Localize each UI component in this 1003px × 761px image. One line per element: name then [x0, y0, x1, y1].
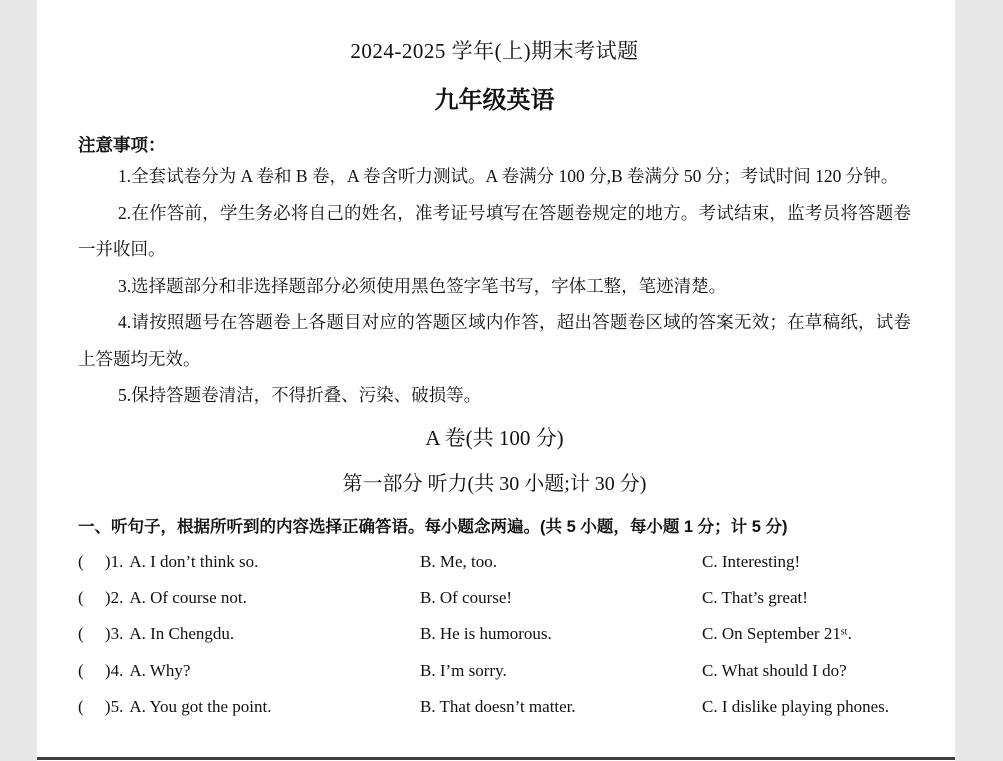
notice-item-1: 1.全套试卷分为 A 卷和 B 卷，A 卷含听力测试。A 卷满分 100 分,B 卷满分 50 分；考试时间 120 分钟。: [118, 166, 899, 186]
part1-listening-heading: 第一部分 听力(共 30 小题;计 30 分): [342, 472, 647, 495]
option-b-text: B. That doesn’t matter.: [420, 697, 576, 717]
option-a: [78, 616, 420, 652]
notice-heading: 注意事项：: [78, 135, 166, 155]
question-number: ( )2.: [78, 587, 124, 607]
option-b-text: B. Me, too.: [420, 551, 497, 571]
listening-question-list: [78, 544, 911, 726]
option-b-text: B. I’m sorry.: [420, 660, 507, 680]
listening-task1-instruction: 一、听句子，根据所听到的内容选择正确答语。每小题念两遍。(共 5 小题，每小题 1 分；计 5 分): [78, 517, 788, 536]
option-a-text: A. Of course not.: [129, 587, 247, 607]
notice-item-2: 2.在作答前，学生务必将自己的姓名，准考证号填写在答题卷规定的地方。考试结束，监考员将答题卷一并收回。: [78, 202, 911, 259]
question-number: ( )5.: [78, 697, 124, 717]
exam-paper-page: [37, 0, 955, 761]
question-row: [78, 616, 911, 652]
option-a: [78, 689, 420, 725]
page-content: [37, 36, 955, 726]
option-a: [78, 580, 420, 616]
option-c-text: C. I dislike playing phones.: [702, 697, 889, 717]
option-c-text: C. On September 21ˢᵗ.: [702, 624, 852, 644]
notice-item-3: 3.选择题部分和非选择题部分必须使用黑色签字笔书写，字体工整，笔迹清楚。: [118, 275, 727, 296]
option-a: [78, 653, 420, 689]
question-row: [78, 689, 911, 725]
option-a: [78, 544, 420, 580]
exam-title: 2024-2025 学年(上)期末考试题: [350, 39, 639, 63]
question-number: ( )4.: [78, 660, 124, 680]
option-a-text: A. I don’t think so.: [129, 551, 259, 571]
question-number: ( )3.: [78, 624, 124, 644]
question-row: [78, 580, 911, 616]
exam-subject-title: 九年级英语: [434, 88, 555, 114]
notice-item-5: 5.保持答题卷清洁，不得折叠、污染、破损等。: [118, 385, 482, 405]
option-b-text: B. He is humorous.: [420, 624, 552, 644]
option-a-text: A. In Chengdu.: [129, 624, 235, 644]
paper-a-heading: A 卷(共 100 分): [425, 425, 564, 450]
page-bottom-edge: [37, 757, 955, 760]
option-b-text: B. Of course!: [420, 587, 513, 607]
option-c-text: C. Interesting!: [702, 551, 801, 571]
option-c-text: C. That’s great!: [702, 587, 808, 607]
notice-item-4: 4.请按照题号在答题卷上各题目对应的答题区域内作答，超出答题卷区域的答案无效；在草稿纸，试卷上答题均无效。: [78, 312, 911, 369]
option-a-text: A. You got the point.: [129, 697, 272, 717]
question-row: [78, 544, 911, 580]
question-number: ( )1.: [78, 551, 124, 571]
question-row: [78, 653, 911, 689]
option-a-text: A. Why?: [129, 660, 191, 680]
option-c-text: C. What should I do?: [702, 660, 847, 680]
